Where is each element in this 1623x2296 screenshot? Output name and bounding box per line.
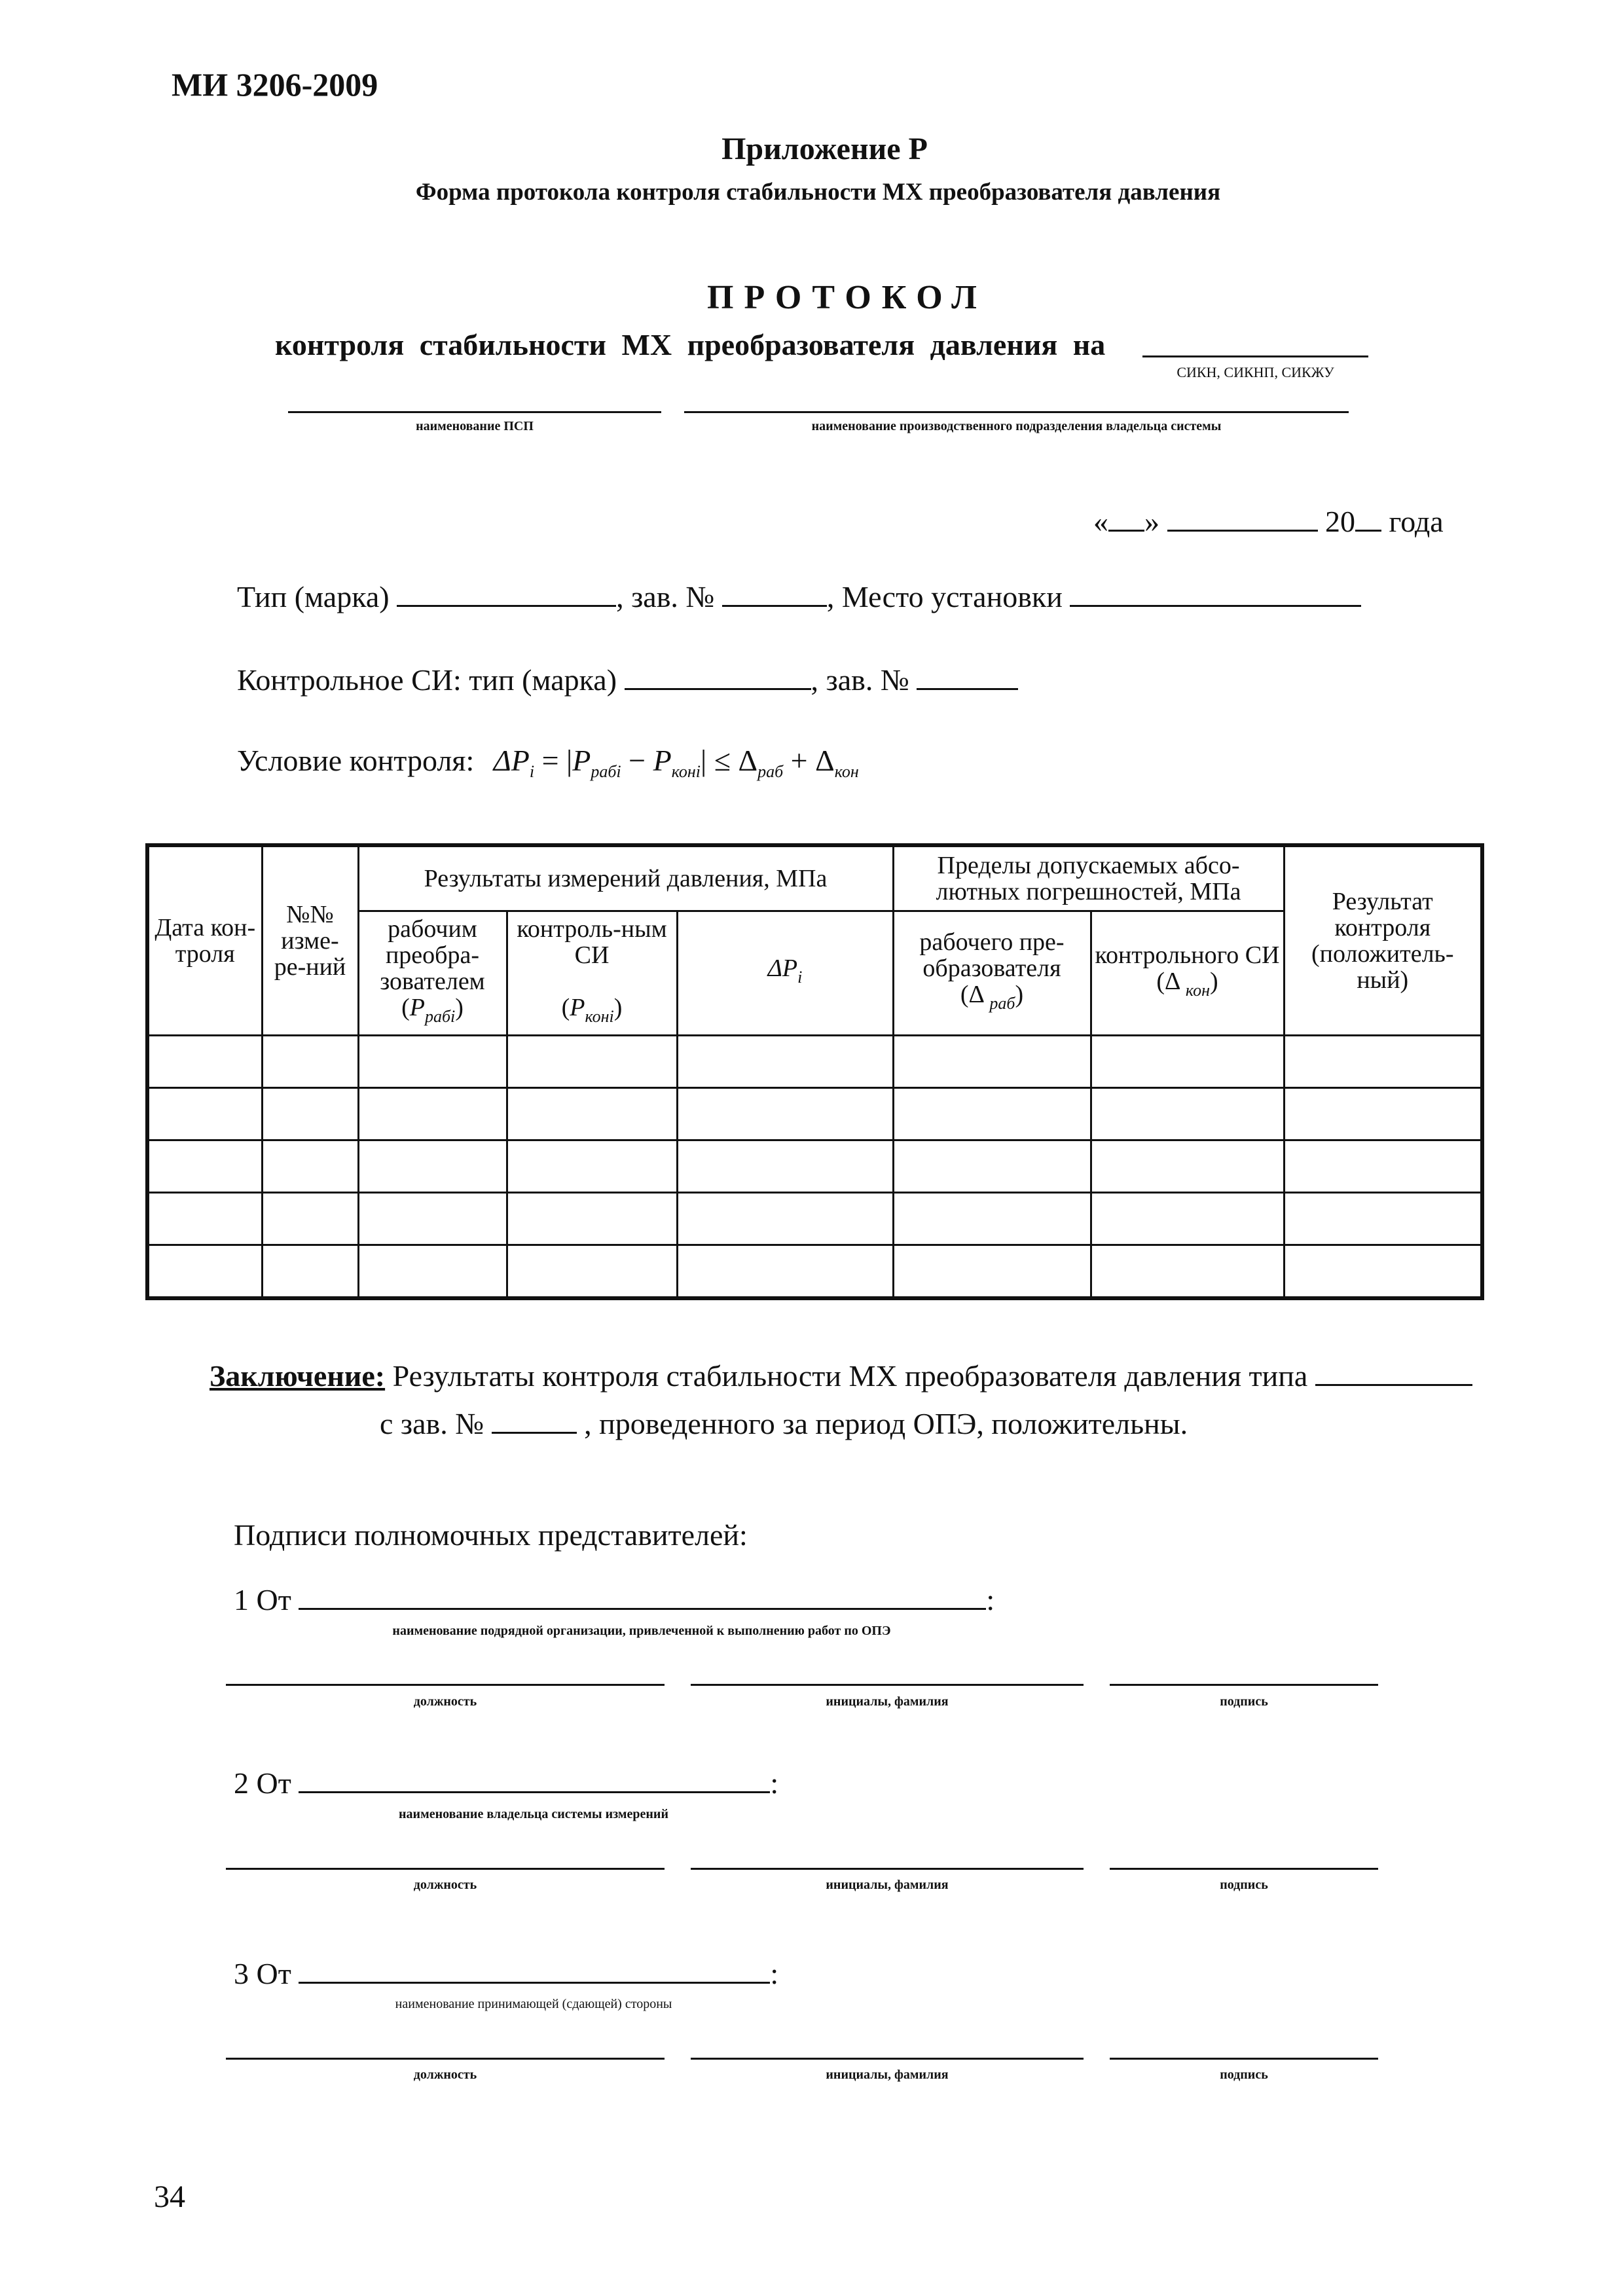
protocol-subtitle: контроля стабильности МХ преобразователя давления на [275, 328, 1106, 361]
place-field[interactable] [1070, 580, 1361, 607]
control-type-field[interactable] [625, 663, 811, 690]
header-delta: $\Delta P_i$ [677, 911, 893, 1035]
condition-formula: $\Delta P_i = |P_{рабi} - P_{конi}| \le \Delta_{раб} + \Delta_{кон}$ [493, 744, 859, 781]
year-word: года [1389, 505, 1444, 538]
header-control-result: Результат контроля (положитель-ный) [1284, 845, 1482, 1035]
position-caption-3: должность [413, 2068, 477, 2082]
division-caption: наименование производственного подразделения владельца системы [811, 419, 1222, 433]
conclusion-label: Заключение: [210, 1359, 386, 1393]
header-limits: Пределы допускаемых абсо-лютных погрешностей, МПа [893, 845, 1284, 911]
conclusion-line-1 [210, 1358, 1472, 1393]
conclusion-type-field[interactable] [1315, 1359, 1472, 1386]
date-row [1093, 504, 1444, 539]
name-line-1[interactable] [691, 1684, 1084, 1686]
position-line-3[interactable] [226, 2058, 665, 2060]
table-row [147, 1087, 1482, 1140]
day-field[interactable] [1108, 505, 1144, 532]
type-label: Тип (марка) [237, 580, 390, 613]
year-field[interactable] [1355, 505, 1381, 532]
control-serial-field[interactable] [917, 663, 1018, 690]
from-label-3: 3 От [234, 1957, 291, 1990]
name-line-3[interactable] [691, 2058, 1084, 2060]
page-number: 34 [154, 2179, 185, 2214]
serial-field[interactable] [722, 580, 827, 607]
sikn-caption: СИКН, СИКНП, СИКЖУ [1176, 364, 1334, 380]
date-close-quote: » [1144, 505, 1159, 538]
conclusion-suffix: , проведенного за период ОПЭ, положительны. [584, 1407, 1188, 1440]
table-row [147, 1140, 1482, 1192]
name-line-2[interactable] [691, 1868, 1084, 1870]
control-serial-label: , зав. № [811, 663, 909, 697]
header-limit-working: рабочего пре-образователя (Δ $_{раб}$) [893, 911, 1091, 1035]
name-caption-2: инициалы, фамилия [826, 1878, 949, 1892]
position-line-1[interactable] [226, 1684, 665, 1686]
serial-label: , зав. № [616, 580, 715, 613]
organization-caption-2: наименование владельца системы измерений [399, 1807, 668, 1821]
sign-line-2[interactable] [1110, 1868, 1378, 1870]
signature-block-1: 1 От : [234, 1583, 995, 1616]
from-label-1: 1 От [234, 1583, 291, 1616]
header-control-instrument: контроль-ным СИ $(P_{конi})$ [507, 911, 677, 1035]
type-row [237, 579, 1361, 614]
sikn-line[interactable] [1142, 355, 1368, 357]
header-limit-control: контрольного СИ (Δ $_{кон}$) [1091, 911, 1284, 1035]
conclusion-text: Результаты контроля стабильности МХ преобразователя давления типа [392, 1359, 1308, 1393]
table-row [147, 1192, 1482, 1245]
header-working-transducer: рабочим преобра-зователем $(P_{рабi})$ [358, 911, 507, 1035]
position-line-2[interactable] [226, 1868, 665, 1870]
signature-block-3: 3 От : [234, 1957, 779, 1990]
organization-caption-3: наименование принимающей (сдающей) стороны [395, 1997, 672, 2011]
organization-field-1[interactable] [299, 1583, 986, 1610]
document-code: МИ 3206-2009 [172, 66, 378, 103]
protocol-title: ПРОТОКОЛ [707, 279, 987, 316]
sign-line-3[interactable] [1110, 2058, 1378, 2060]
results-table [145, 843, 1484, 1300]
organization-caption-1: наименование подрядной организации, привлеченной к выполнению работ по ОПЭ [392, 1624, 891, 1638]
year-prefix: 20 [1325, 505, 1355, 538]
sign-caption-1: подпись [1220, 1694, 1268, 1709]
division-line[interactable] [684, 411, 1349, 413]
name-caption-1: инициалы, фамилия [826, 1694, 949, 1709]
sign-line-1[interactable] [1110, 1684, 1378, 1686]
header-measurement-number: №№ изме-ре-ний [262, 845, 358, 1035]
conclusion-line-2 [380, 1406, 1188, 1441]
position-caption-2: должность [413, 1878, 477, 1892]
organization-field-3[interactable] [299, 1957, 770, 1984]
header-results: Результаты измерений давления, МПа [358, 845, 893, 911]
table-row [147, 1035, 1482, 1087]
header-date: Дата кон-троля [147, 845, 262, 1035]
date-open-quote: « [1093, 505, 1108, 538]
form-title: Форма протокола контроля стабильности МХ преобразователя давления [415, 179, 1221, 206]
control-row [237, 663, 1018, 697]
place-label: , Место установки [826, 580, 1063, 613]
appendix-title: Приложение Р [721, 132, 928, 166]
signature-block-2: 2 От : [234, 1766, 779, 1800]
condition-row [237, 743, 859, 782]
psp-caption: наименование ПСП [416, 419, 534, 433]
name-caption-3: инициалы, фамилия [826, 2068, 949, 2082]
organization-field-2[interactable] [299, 1766, 770, 1793]
type-field[interactable] [397, 580, 616, 607]
conclusion-serial-label: с зав. № [380, 1407, 484, 1440]
month-field[interactable] [1167, 505, 1318, 532]
from-label-2: 2 От [234, 1766, 291, 1800]
conclusion-serial-field[interactable] [492, 1407, 577, 1434]
control-label: Контрольное СИ: тип (марка) [237, 663, 617, 697]
condition-label: Условие контроля: [237, 744, 475, 777]
position-caption-1: должность [413, 1694, 477, 1709]
psp-line[interactable] [288, 411, 661, 413]
sign-caption-2: подпись [1220, 1878, 1268, 1892]
table-row [147, 1245, 1482, 1298]
signatures-heading: Подписи полномочных представителей: [234, 1518, 748, 1552]
sign-caption-3: подпись [1220, 2068, 1268, 2082]
